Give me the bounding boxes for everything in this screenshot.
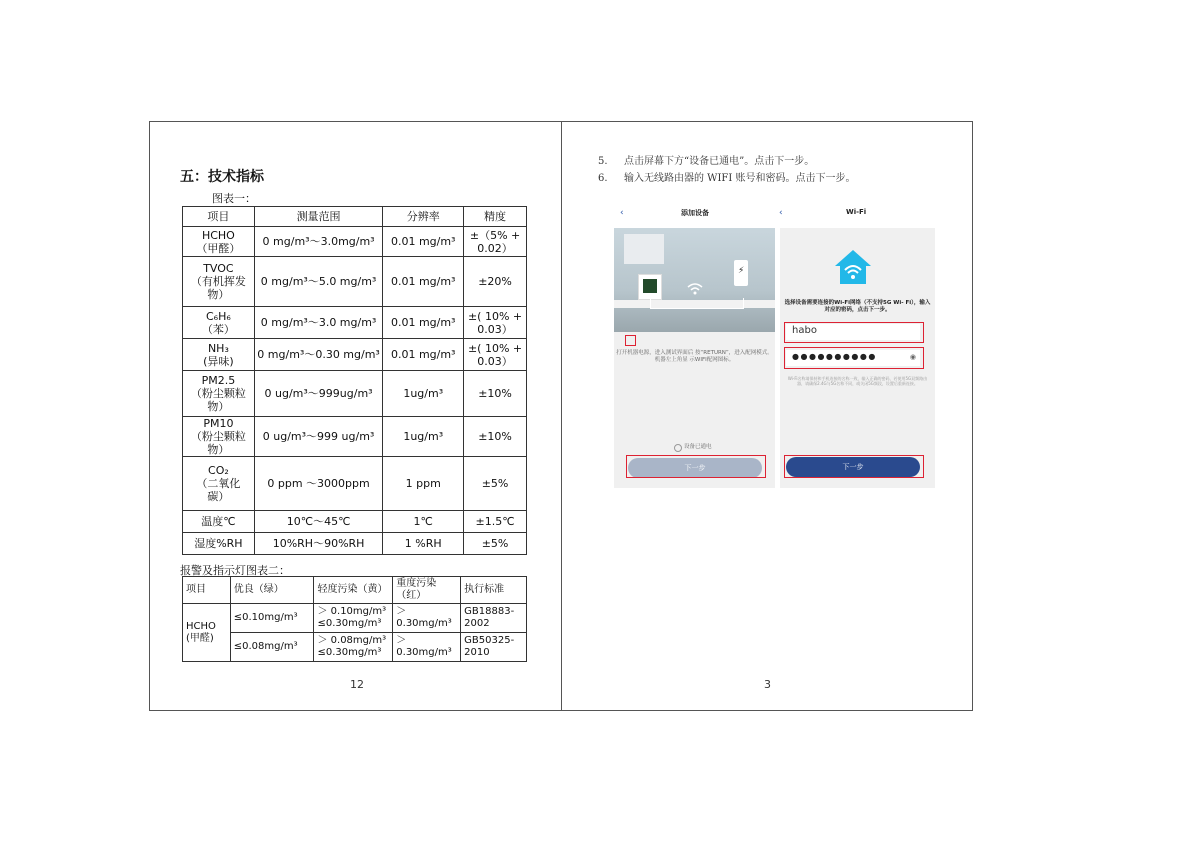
table-cell: ±（5% + 0.02） xyxy=(464,227,527,257)
table-header-cell: 分辨率 xyxy=(383,207,464,227)
room-photo xyxy=(614,228,775,332)
table-cell: ＞0.30mg/m³ xyxy=(393,604,461,633)
table-cell: 10℃～45℃ xyxy=(254,511,383,533)
screen1-title: 添加设备 xyxy=(681,209,709,217)
table-cell: 0.01 mg/m³ xyxy=(383,227,464,257)
device-image xyxy=(638,274,662,300)
table-cell: ±( 10% + 0.03） xyxy=(464,339,527,371)
ssid-input[interactable]: habo xyxy=(786,324,920,340)
table-header-cell: 项目 xyxy=(183,577,231,604)
table-header-row xyxy=(183,207,527,227)
table-cell: ±( 10% + 0.03） xyxy=(464,307,527,339)
table-cell: GB18883- 2002 xyxy=(461,604,527,633)
next-button-highlight xyxy=(784,455,924,478)
table-cell: 0 mg/m³～5.0 mg/m³ xyxy=(254,257,383,307)
table-cell: 湿度%RH xyxy=(183,533,255,555)
table-cell: PM2.5 （粉尘颗粒 物） xyxy=(183,371,255,417)
password-highlight xyxy=(784,347,924,369)
table-cell: ＞0.30mg/m³ xyxy=(393,633,461,662)
table-row xyxy=(183,417,527,457)
table-row xyxy=(183,633,527,662)
steps-list xyxy=(598,153,855,187)
checkbox-highlight xyxy=(625,335,636,346)
table-cell: TVOC （有机挥发 物） xyxy=(183,257,255,307)
step-6: 6. 输入无线路由器的 WIFI 账号和密码。点击下一步。 xyxy=(598,173,856,184)
screen2-title: Wi-Fi xyxy=(846,208,867,216)
section-heading: 五：技术指标 xyxy=(180,169,264,185)
table-cell: 1 ppm xyxy=(383,457,464,511)
page-divider xyxy=(561,122,562,710)
spec-table xyxy=(182,206,527,555)
ssid-highlight xyxy=(784,322,924,343)
table-row xyxy=(183,339,527,371)
table-header-cell: 重度污染（红） xyxy=(393,577,461,604)
table-cell: ±10% xyxy=(464,371,527,417)
screen2-note: Wi-Fi名称请保持和手机连接的名称一致，输入正确的密码，若使用5G双频路由 器，请确保2.4G与5G名称不同，或关闭5G频段，设置后重新连接。 xyxy=(787,376,928,386)
table-cell: 0 ug/m³～999 ug/m³ xyxy=(254,417,383,457)
table-header-cell: 轻度污染（黄） xyxy=(314,577,393,604)
step-5: 5. 点击屏幕下方“设备已通电”。点击下一步。 xyxy=(598,156,815,167)
screen1-body xyxy=(614,228,775,488)
table-cell: 0 mg/m³～3.0 mg/m³ xyxy=(254,307,383,339)
document-spread xyxy=(149,121,973,711)
table-cell: PM10 （粉尘颗粒 物） xyxy=(183,417,255,457)
alarm-table xyxy=(182,576,527,662)
table-header-cell: 执行标准 xyxy=(461,577,527,604)
table-cell: GB50325- 2010 xyxy=(461,633,527,662)
table-cell: ±10% xyxy=(464,417,527,457)
table-row xyxy=(183,511,527,533)
table-cell: C₆H₆ （苯） xyxy=(183,307,255,339)
table-cell: 10%RH～90%RH xyxy=(254,533,383,555)
checkbox-label[interactable]: 设备已通电 xyxy=(684,444,712,450)
table2-caption: 报警及指示灯图表二： xyxy=(180,564,290,577)
home-wifi-icon xyxy=(833,248,873,286)
table-cell: 0.01 mg/m³ xyxy=(383,307,464,339)
table-header-cell: 测量范围 xyxy=(254,207,383,227)
page-number-left: 12 xyxy=(350,678,364,691)
table-cell: HCHO (甲醛) xyxy=(183,604,231,662)
table-header-row xyxy=(183,577,527,604)
next-button-highlight xyxy=(626,455,766,478)
table-cell: 0 mg/m³～3.0mg/m³ xyxy=(254,227,383,257)
table-header-cell: 精度 xyxy=(464,207,527,227)
table-cell: ±5% xyxy=(464,533,527,555)
table-row xyxy=(183,307,527,339)
table-row xyxy=(183,371,527,417)
password-input[interactable]: ●●●●●●●●●● ◉ xyxy=(786,350,920,366)
table-cell: 0 ppm ～3000ppm xyxy=(254,457,383,511)
table1-caption: 图表一： xyxy=(212,192,256,205)
table-cell: 0 mg/m³～0.30 mg/m³ xyxy=(254,339,383,371)
screen1-instruction: 打开机器电源，进入测试界面后 按“RETURN”，进入配网模式。机器左上角显 示WIFI配网图标。 xyxy=(616,350,773,363)
back-chevron-icon[interactable]: ‹ xyxy=(779,208,783,218)
table-cell: 1ug/m³ xyxy=(383,417,464,457)
next-button-disabled[interactable]: 下一步 xyxy=(628,458,762,478)
page-number-right: 3 xyxy=(764,678,771,691)
table-cell: 1℃ xyxy=(383,511,464,533)
table-cell: 1 %RH xyxy=(383,533,464,555)
table-cell: 1ug/m³ xyxy=(383,371,464,417)
eye-icon[interactable]: ◉ xyxy=(909,353,916,361)
table-cell: 0.01 mg/m³ xyxy=(383,257,464,307)
wifi-icon xyxy=(686,282,704,296)
table-cell: 温度℃ xyxy=(183,511,255,533)
table-cell: ±20% xyxy=(464,257,527,307)
table-cell: ≤0.08mg/m³ xyxy=(230,633,314,662)
table-cell: ＞ 0.10mg/m³ ≤0.30mg/m³ xyxy=(314,604,393,633)
table-cell: ±5% xyxy=(464,457,527,511)
checkbox-icon[interactable] xyxy=(674,444,682,452)
power-plug-icon: ⚡ xyxy=(734,260,748,286)
table-row xyxy=(183,604,527,633)
table-cell: HCHO （甲醛） xyxy=(183,227,255,257)
table-cell: NH₃ (异味) xyxy=(183,339,255,371)
screen2-prompt: 选择设备需要连接的Wi-Fi网络（不支持5G Wi- Fi），输入对应的密码，点击下一步。 xyxy=(784,300,931,313)
table-row xyxy=(183,227,527,257)
table-header-cell: 项目 xyxy=(183,207,255,227)
next-button[interactable]: 下一步 xyxy=(786,457,920,477)
table-cell: 0 ug/m³～999ug/m³ xyxy=(254,371,383,417)
table-row xyxy=(183,533,527,555)
table-cell: 0.01 mg/m³ xyxy=(383,339,464,371)
table-row xyxy=(183,457,527,511)
back-chevron-icon[interactable]: ‹ xyxy=(620,208,624,218)
table-cell: ≤0.10mg/m³ xyxy=(230,604,314,633)
table-row xyxy=(183,257,527,307)
table-header-cell: 优良（绿） xyxy=(230,577,314,604)
table-cell: ＞ 0.08mg/m³ ≤0.30mg/m³ xyxy=(314,633,393,662)
table-cell: ±1.5℃ xyxy=(464,511,527,533)
table-cell: CO₂ （二氧化 碳） xyxy=(183,457,255,511)
